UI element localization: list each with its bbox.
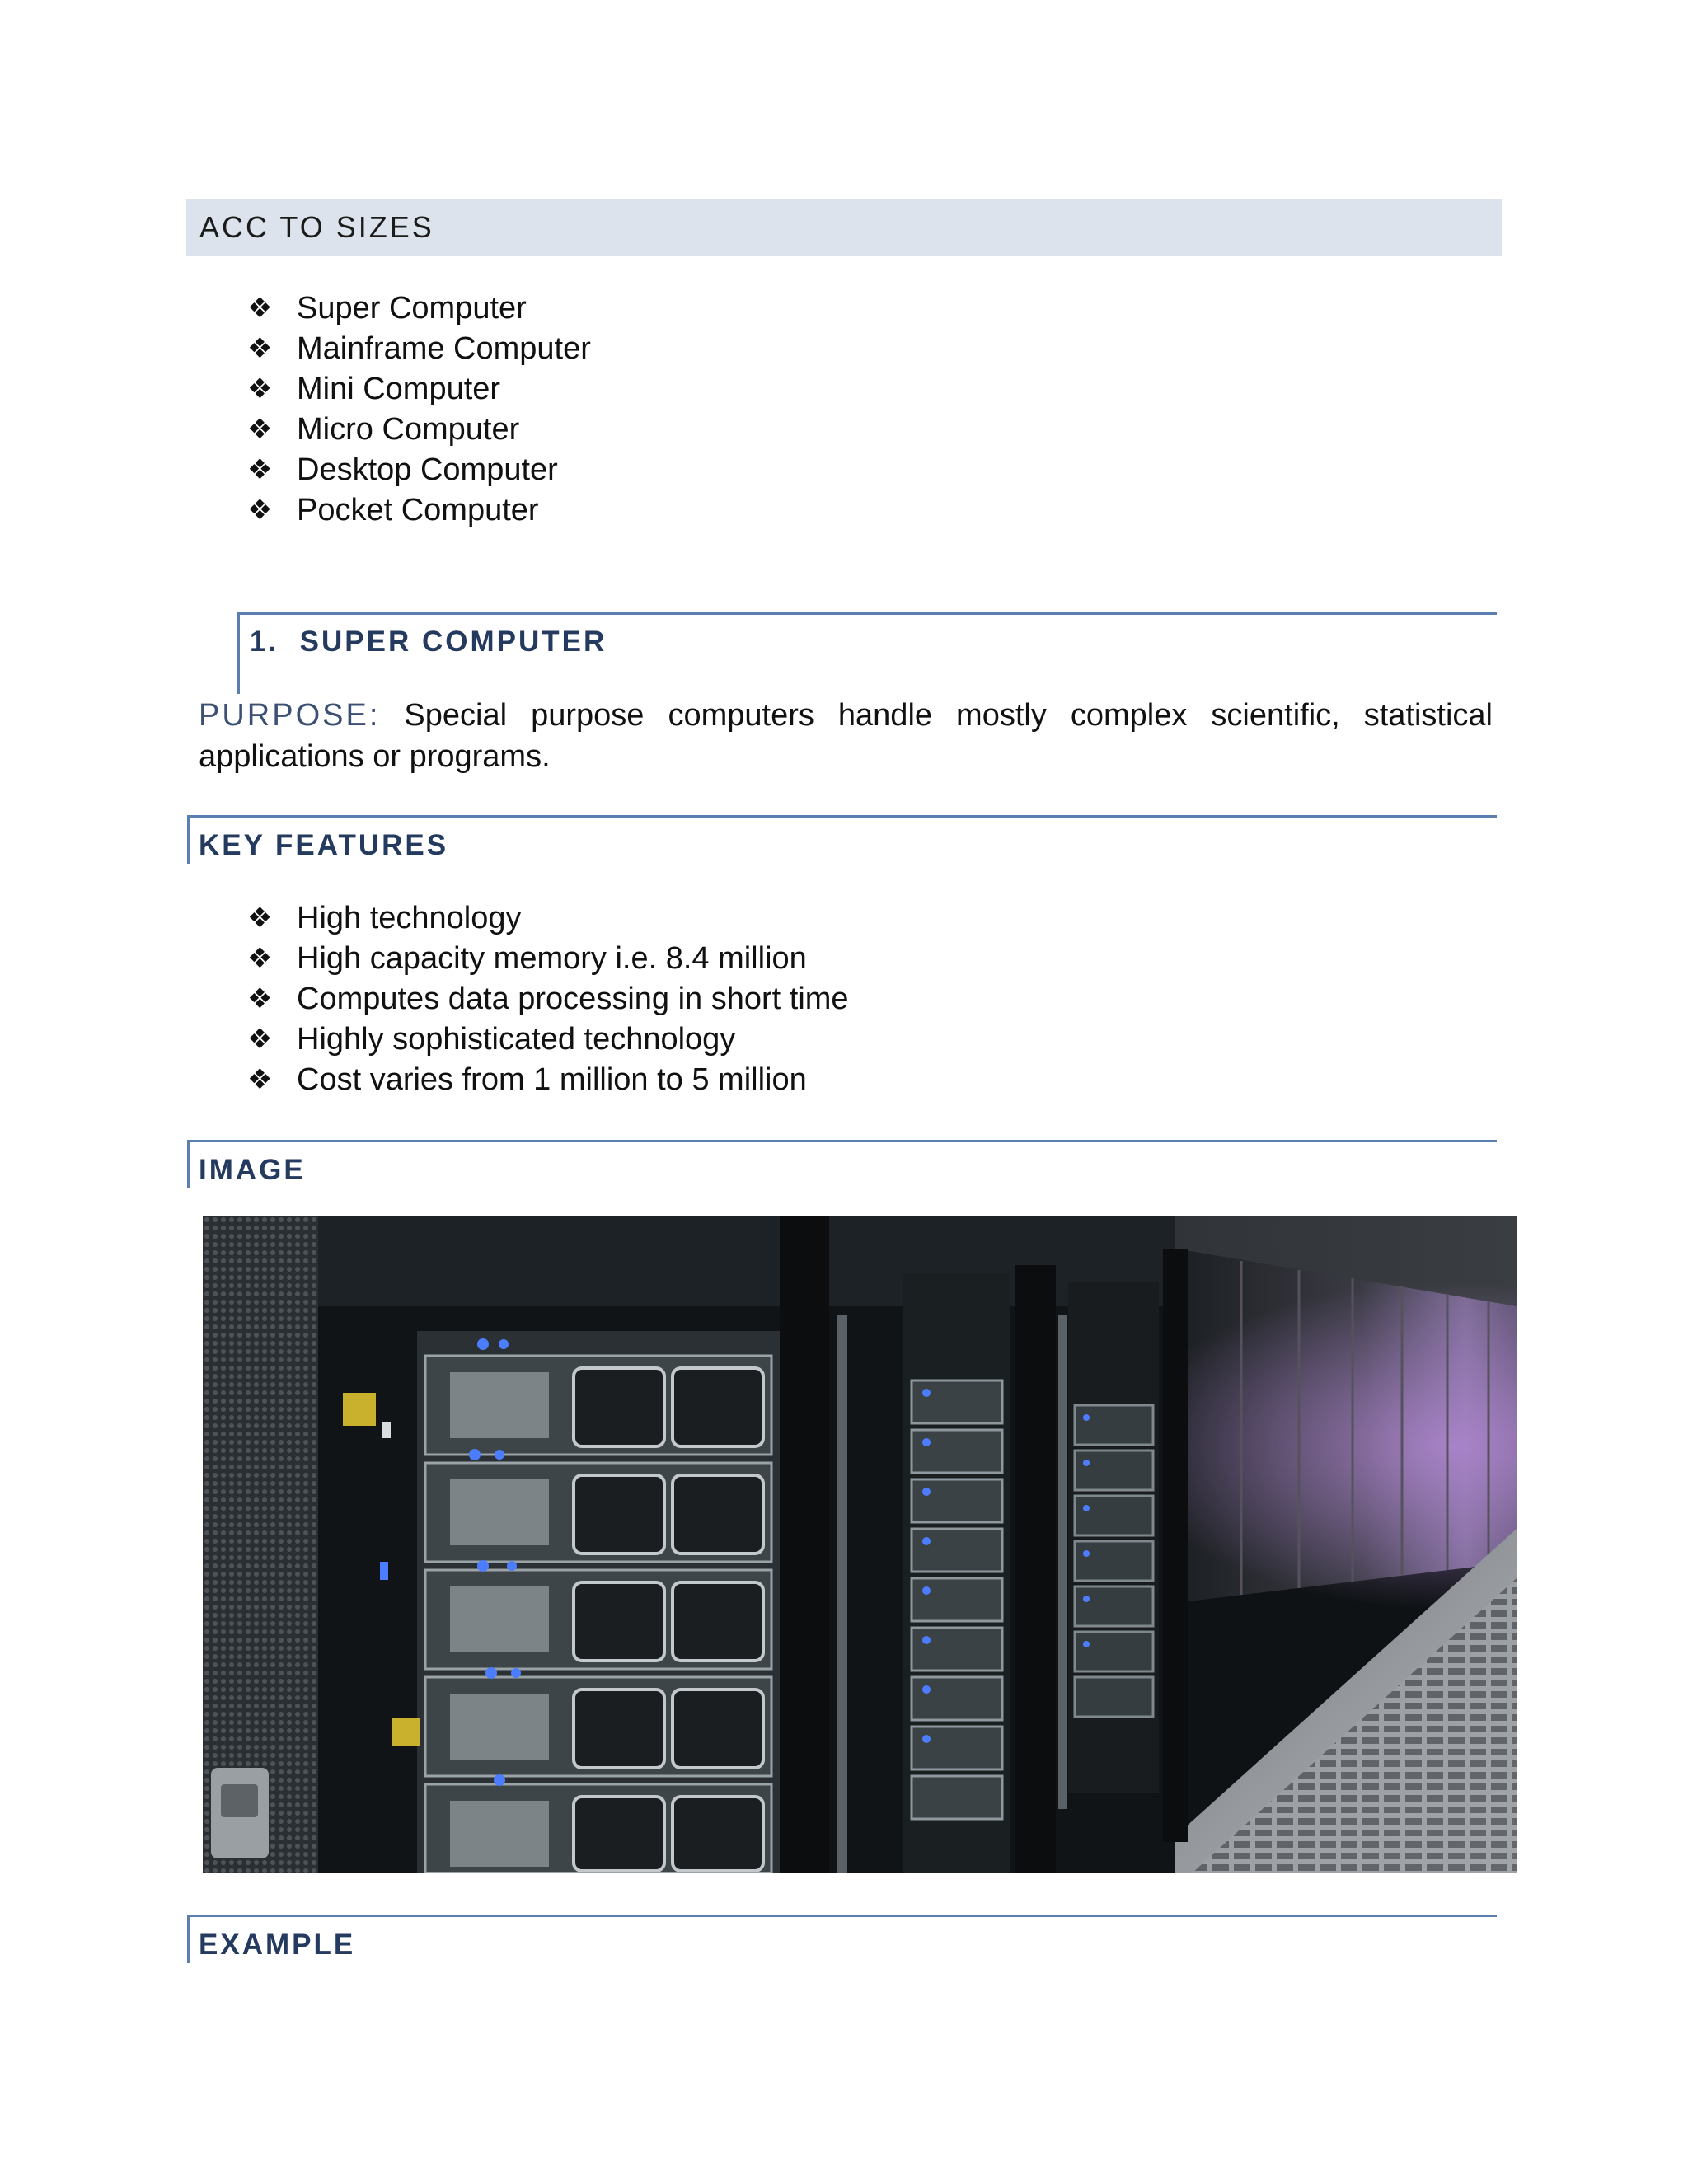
heading-text: IMAGE — [199, 1154, 306, 1186]
section-title: ACC TO SIZES — [199, 210, 434, 244]
list-item: ❖ Desktop Computer — [247, 450, 591, 490]
purpose-text: Special purpose computers handle mostly complex scientific, statistical applications or programs. — [199, 698, 1493, 774]
super-computer-heading — [237, 612, 1497, 694]
list-item: ❖ High technology — [247, 898, 849, 939]
list-item: ❖ Mainframe Computer — [247, 329, 591, 369]
key-features-list — [247, 898, 849, 1100]
list-item: ❖ Mini Computer — [247, 369, 591, 410]
purpose-paragraph — [199, 695, 1493, 777]
supercomputer-server-racks-illustration — [203, 1216, 1517, 1873]
four-diamond-bullet-icon: ❖ — [247, 942, 273, 975]
list-item: ❖ Cost varies from 1 million to 5 million — [247, 1060, 849, 1100]
four-diamond-bullet-icon: ❖ — [247, 494, 273, 527]
four-diamond-bullet-icon: ❖ — [247, 1063, 273, 1096]
four-diamond-bullet-icon: ❖ — [247, 413, 273, 446]
heading-text: EXAMPLE — [199, 1929, 356, 1961]
heading-text: KEY FEATURES — [199, 829, 449, 861]
example-heading — [187, 1915, 1497, 1963]
list-item: ❖ Highly sophisticated technology — [247, 1019, 849, 1060]
four-diamond-bullet-icon: ❖ — [247, 292, 273, 325]
four-diamond-bullet-icon: ❖ — [247, 982, 273, 1015]
list-item: ❖ Micro Computer — [247, 410, 591, 450]
list-item: ❖ Computes data processing in short time — [247, 979, 849, 1019]
computer-size-list — [247, 288, 591, 531]
image-heading — [187, 1140, 1497, 1188]
four-diamond-bullet-icon: ❖ — [247, 332, 273, 365]
key-features-heading — [187, 815, 1497, 864]
four-diamond-bullet-icon: ❖ — [247, 453, 273, 486]
four-diamond-bullet-icon: ❖ — [247, 373, 273, 405]
list-item: ❖ High capacity memory i.e. 8.4 million — [247, 939, 849, 979]
supercomputer-photo — [203, 1216, 1517, 1873]
section-band-acc-to-sizes — [186, 199, 1502, 256]
four-diamond-bullet-icon: ❖ — [247, 902, 273, 935]
list-item: ❖ Super Computer — [247, 288, 591, 329]
list-item: ❖ Pocket Computer — [247, 490, 591, 531]
heading-text: 1. SUPER COMPUTER — [250, 626, 607, 658]
purpose-label: PURPOSE: — [199, 698, 381, 733]
four-diamond-bullet-icon: ❖ — [247, 1023, 273, 1056]
